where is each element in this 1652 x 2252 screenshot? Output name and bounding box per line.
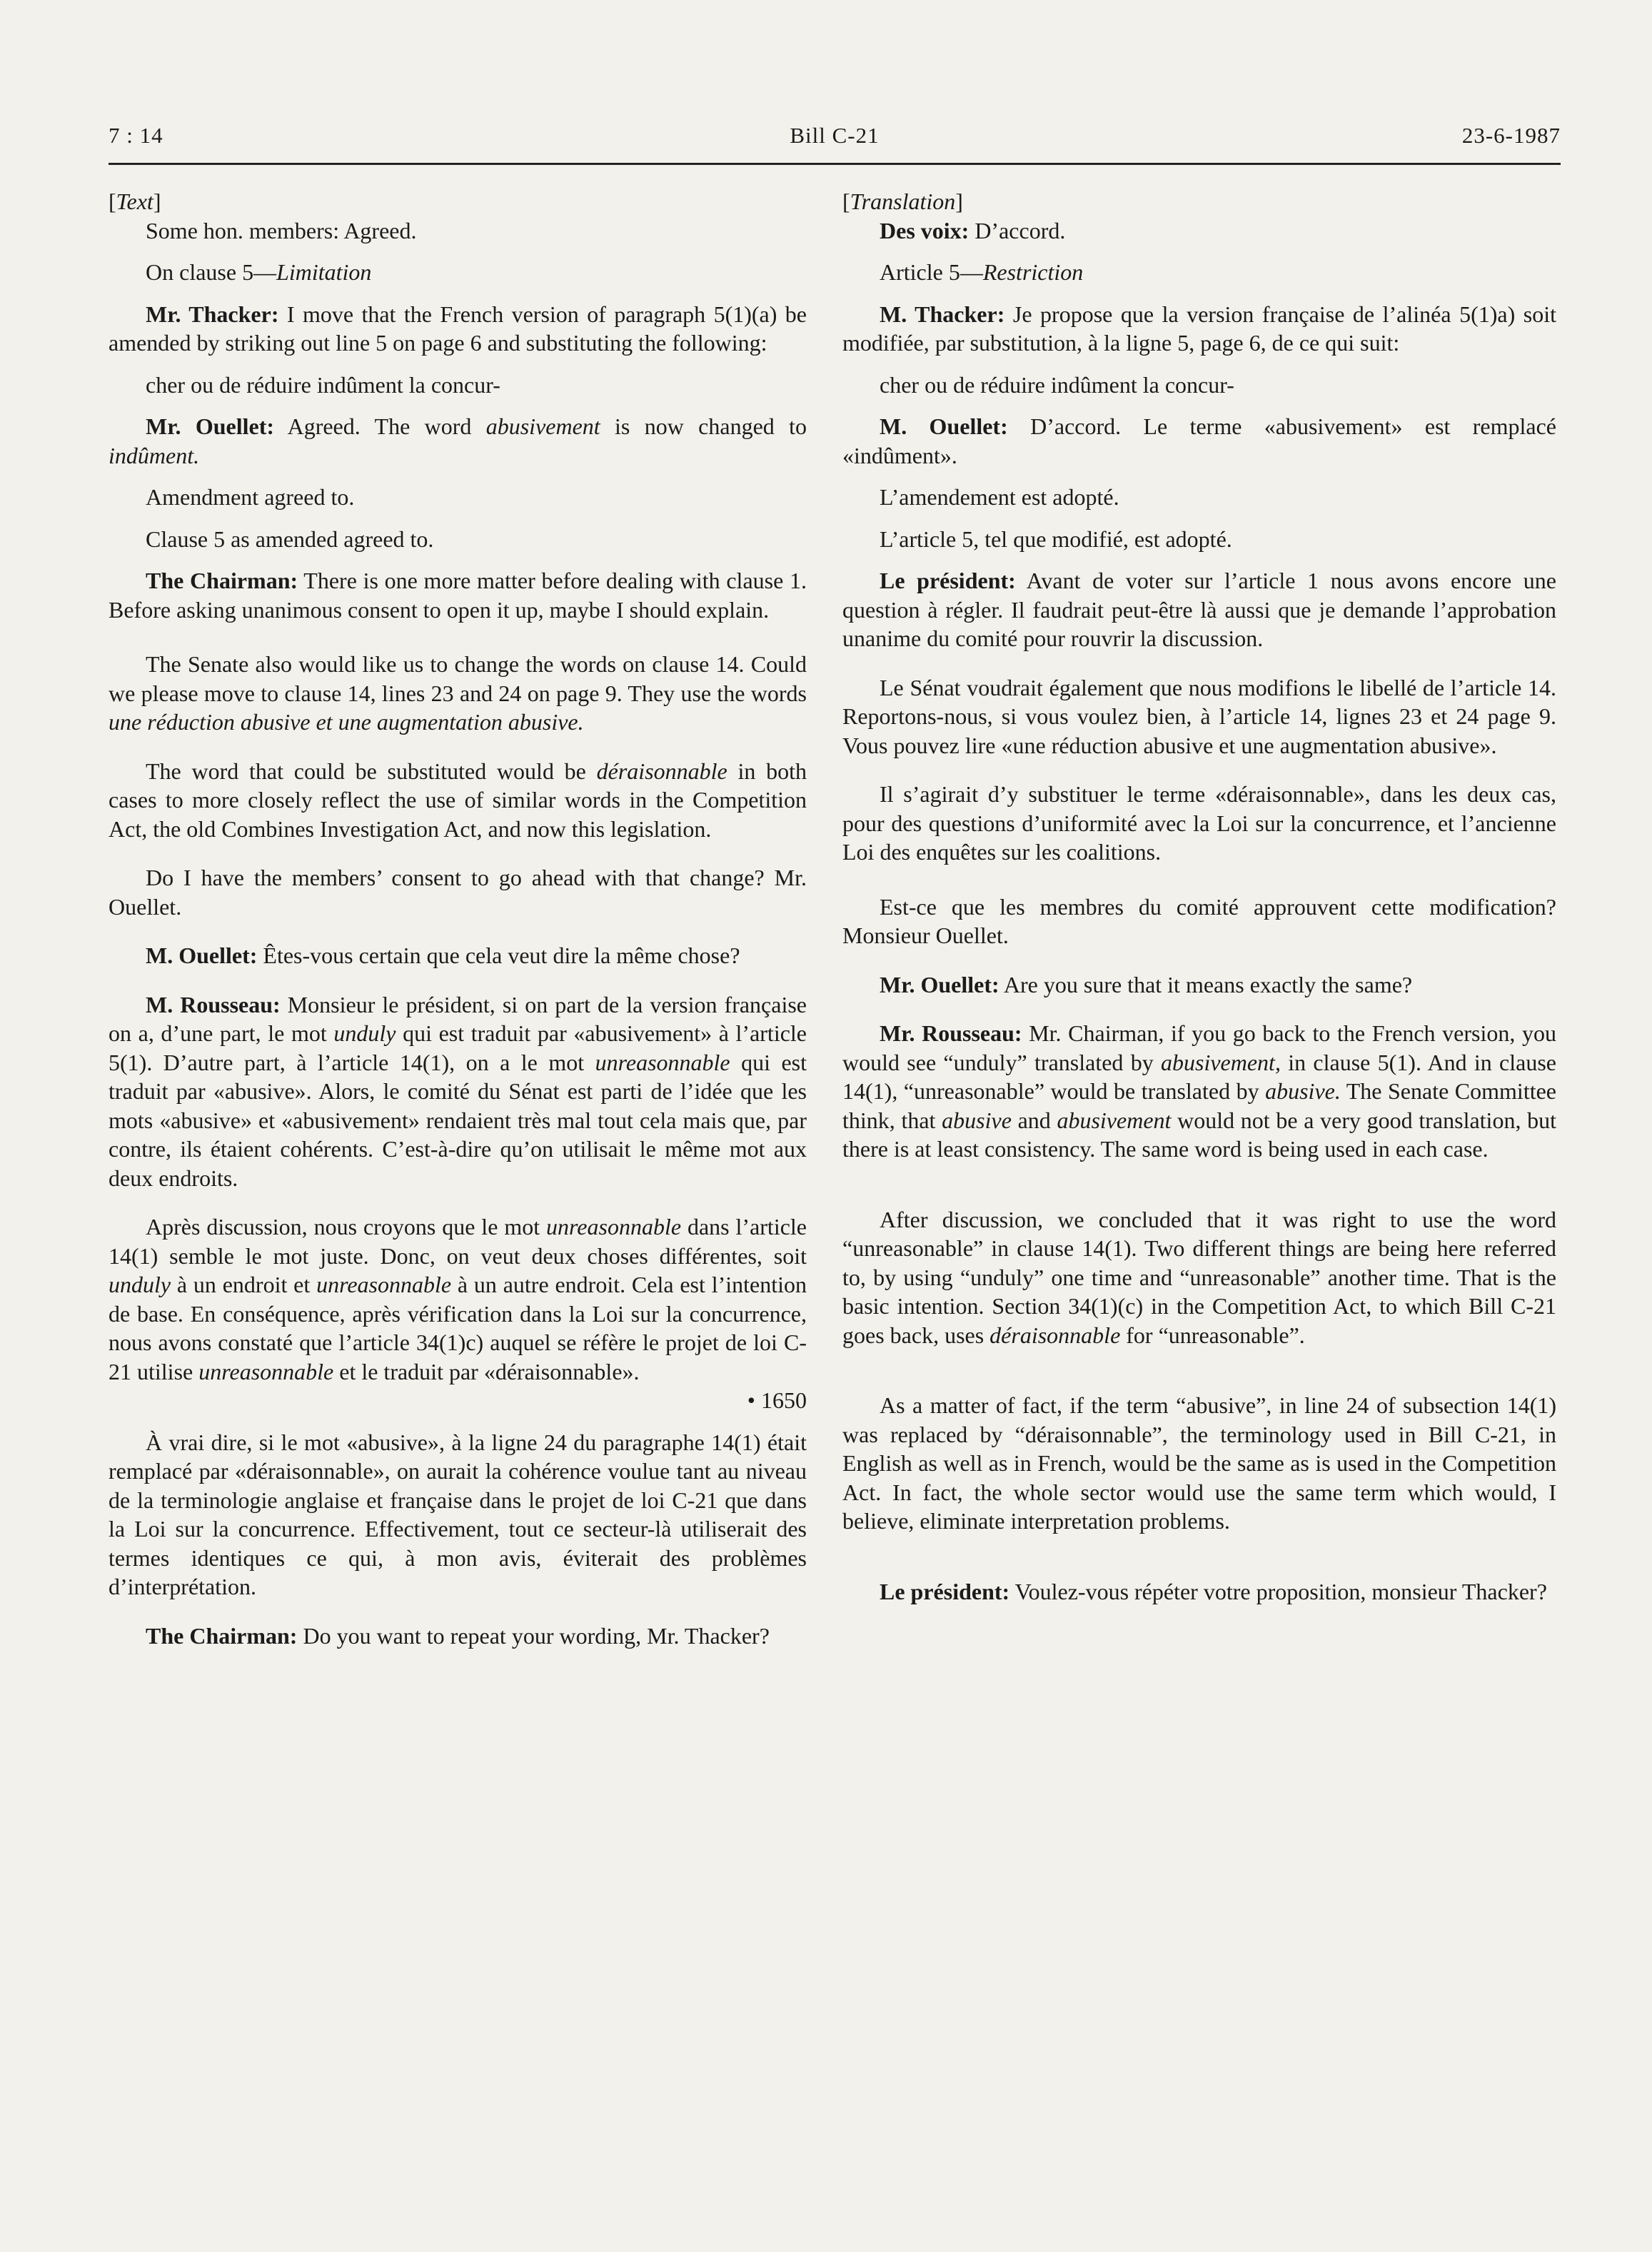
paragraph: The word that could be substituted would be déraisonnable in both cases to more closely reflect the use of similar words in the Competition Act, the old Combines Investigation Act, and now this legislation. [109,758,807,842]
paragraph: Le président: Avant de voter sur l’article 1 nous avons encore une question à régler. Il faudrait peut-être là aussi que je demande l’approbation unanime du comité pour rouvrir la discussion. [842,568,1557,651]
paragraph: cher ou de réduire indûment la concur- [146,371,500,398]
paragraph: Do I have the members’ consent to go ahead with that change? Mr. Ouellet. [109,865,807,920]
paragraph: cher ou de réduire indûment la concur- [880,371,1234,398]
speaker-name: M. Ouellet: [146,942,258,968]
speaker-name: Le président: [880,568,1016,593]
paragraph: M. Ouellet: Êtes-vous certain que cela veut dire la même chose? [146,942,740,968]
paragraph: M. Thacker: Je propose que la version française de l’alinéa 5(1)a) soit modifiée, par substitution, à la ligne 5, page 6, de ce qui suit: [842,301,1557,356]
paragraph: Mr. Rousseau: Mr. Chairman, if you go back to the French version, you would see “unduly” translated by abusivement, in clause 5(1). And in clause 14(1), “unreasonable” would be translated by abusive. The Senate Committee think, that abusive and abusivement would not be a very good translation, but there is at least consistency. The same word is being used in each case. [842,1020,1557,1162]
speaker-name: M. Thacker: [880,301,1005,327]
translation-tag: [Translation] [842,188,963,214]
paragraph: Some hon. members: Agreed. [146,217,417,243]
speaker-name: The Chairman: [146,568,298,593]
paragraph: L’article 5, tel que modifié, est adopté. [880,526,1232,552]
speaker-name: Mr. Ouellet: [880,971,999,997]
paragraph: The Chairman: Do you want to repeat your wording, Mr. Thacker? [146,1622,770,1649]
speaker-name: Des voix: [880,217,969,243]
paragraph: Le Sénat voudrait également que nous modifions le libellé de l’article 14. Reportons-nous, si vous voulez bien, à l’article 14, lignes 23 et 24 page 9. Vous pouvez lire «une réduction abusive et une augmentation abusive». [842,674,1556,758]
paragraph: As a matter of fact, if the term “abusive”, in line 24 of subsection 14(1) was replaced by “déraisonnable”, the terminology used in Bill C-21, in English as well as in French, would be the same as is used in the Competition Act. In fact, the whole sector would use the same term which would, I believe, eliminate interpretation problems. [842,1392,1556,1534]
right-column [842,187,1556,1606]
paragraph: M. Ouellet: D’accord. Le terme «abusivement» est remplacé «indûment». [842,413,1557,468]
text-tag: [Text] [109,188,161,214]
paragraph: The Chairman: There is one more matter before dealing with clause 1. Before asking unanimous consent to open it up, maybe I should explain. [109,568,807,623]
paragraph: L’amendement est adopté. [880,484,1119,510]
speaker-name: M. Ouellet: [880,413,1008,439]
paragraph: À vrai dire, si le mot «abusive», à la ligne 24 du paragraphe 14(1) était remplacé par «déraisonnable», on aurait la cohérence voulue tant au niveau de la terminologie anglaise et française dans le projet de loi C-21 que dans la Loi sur la concurrence. Effectivement, tout ce secteur-là utiliserait des termes identiques ce qui, à mon avis, éviterait des problèmes d’interprétation. [109,1429,807,1599]
paragraph: M. Rousseau: Monsieur le président, si on part de la version française on a, d’une part, le mot unduly qui est traduit par «abusivement» à l’article 5(1). D’autre part, à l’article 14(1), on a le mot unreasonnable qui est traduit par «abusive». Alors, le comité du Sénat est parti de l’idée que les mots «abusive» et «abusivement» rendaient très mal tout cela mais que, par contre, ils étaient cohérents. C’est-à-dire qu’on utilisait le même mot aux deux endroits. [109,991,807,1191]
speaker-name: Mr. Ouellet: [146,413,274,439]
paragraph: Des voix: D’accord. [880,217,1066,243]
page-number: 7 : 14 [109,123,163,148]
paragraph: Amendment agreed to. [146,484,355,510]
page-header [109,120,1561,165]
paragraph: Mr. Thacker: I move that the French version of paragraph 5(1)(a) be amended by striking out line 5 on page 6 and substituting the following: [109,301,807,356]
paragraph: Est-ce que les membres du comité approuvent cette modification? Monsieur Ouellet. [842,893,1556,948]
paragraph: Après discussion, nous croyons que le mot unreasonnable dans l’article 14(1) semble le mot juste. Donc, on veut deux choses différentes, soit unduly à un endroit et unreasonnable à un autre endroit. Cela est l’intention de base. En conséquence, après vérification dans la Loi sur la concurrence, nous avons constaté que l’article 34(1)c) auquel se réfère le projet de loi C-21 utilise unreasonnable et le traduit par «déraisonnable». [109,1214,807,1384]
left-column [109,187,807,1650]
paragraph: Article 5—Restriction [880,259,1084,285]
speaker-name: Mr. Thacker: [146,301,279,327]
speaker-name: M. Rousseau: [146,991,281,1017]
speaker-name: Le président: [880,1578,1010,1604]
paragraph: After discussion, we concluded that it was right to use the word “unreasonable” in clause 14(1). Two different things are being here referred to, by using “unduly” one time and “unreasonable” another time. That is the basic intention. Section 34(1)(c) in the Competition Act, to which Bill C-21 goes back, uses déraisonnable for “unreasonable”. [842,1206,1556,1348]
paragraph: Mr. Ouellet: Agreed. The word abusivement is now changed to indûment. [109,413,807,468]
paragraph: The Senate also would like us to change the words on clause 14. Could we please move to clause 14, lines 23 and 24 on page 9. They use the words une réduction abusive et une augmentation abusive. [109,651,807,735]
time-marker: • 1650 [747,1387,807,1413]
bill-title: Bill C-21 [790,123,880,148]
paragraph: Le président: Voulez-vous répéter votre proposition, monsieur Thacker? [880,1578,1547,1604]
speaker-name: Mr. Rousseau: [880,1020,1022,1046]
date: 23-6-1987 [1461,123,1561,148]
paragraph: Mr. Ouellet: Are you sure that it means exactly the same? [880,971,1413,997]
paragraph: Clause 5 as amended agreed to. [146,526,434,552]
paragraph: On clause 5—Limitation [146,259,372,285]
speaker-name: The Chairman: [146,1622,298,1649]
paragraph: Il s’agirait d’y substituer le terme «déraisonnable», dans les deux cas, pour des questions d’uniformité avec la Loi sur la concurrence, et l’ancienne Loi des enquêtes sur les coalitions. [842,781,1556,865]
